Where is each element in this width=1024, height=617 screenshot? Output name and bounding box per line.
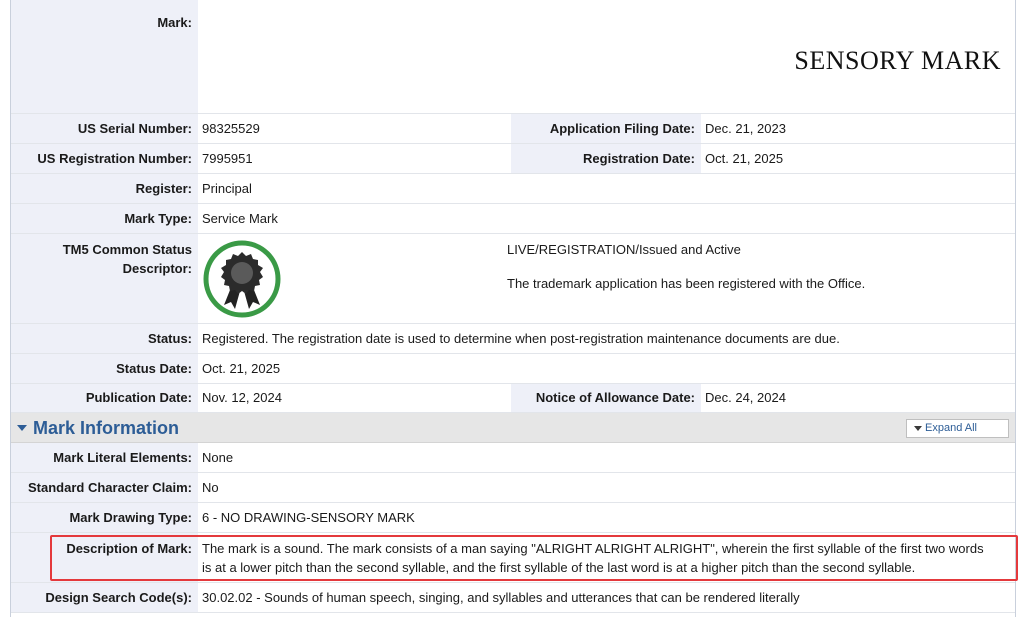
marktype-label: Mark Type:: [124, 211, 192, 226]
literal-elements-row: [11, 443, 1015, 473]
statusdate-value: Oct. 21, 2025: [202, 361, 281, 376]
tm5-row: [11, 234, 1015, 324]
literal-value: None: [202, 450, 234, 465]
standard-character-row: [11, 473, 1015, 503]
drawing-label-cell: [11, 503, 198, 532]
noa-value: Dec. 24, 2024: [705, 390, 786, 405]
description-line-1: The mark is a sound. The mark consists of a man saying "ALRIGHT ALRIGHT ALRIGHT", wherein the first syllable of the first two words: [202, 541, 984, 556]
mark-image-text: SENSORY MARK: [794, 46, 1001, 75]
description-row: [11, 533, 1015, 583]
regdate-label: Registration Date:: [583, 151, 695, 166]
mark-label: Mark:: [157, 15, 192, 30]
description-label: Description of Mark:: [66, 541, 192, 556]
regnum-label-cell: [11, 144, 198, 173]
tm5-status-line: LIVE/REGISTRATION/Issued and Active: [507, 242, 741, 257]
status-row: [11, 324, 1015, 354]
filing-label-cell: [511, 114, 701, 143]
pubdate-value: Nov. 12, 2024: [202, 390, 282, 405]
serial-label-cell: [11, 114, 198, 143]
statusdate-label-cell: [11, 354, 198, 383]
registered-ribbon-icon: [202, 239, 282, 319]
regnum-label: US Registration Number:: [37, 151, 192, 166]
noa-label-cell: [511, 384, 701, 412]
status-date-row: [11, 354, 1015, 384]
registration-row: [11, 144, 1015, 174]
design-label: Design Search Code(s):: [45, 590, 192, 605]
description-line-2: is at a lower pitch than the second syllable, and the first syllable of the last word is at a higher pitch than the second syllable.: [202, 560, 916, 575]
design-label-cell: [11, 583, 198, 612]
statusdate-label: Status Date:: [116, 361, 192, 376]
status-value: Registered. The registration date is used to determine when post-registration maintenance documents are due.: [202, 331, 840, 346]
filing-value: Dec. 21, 2023: [705, 121, 786, 136]
register-value: Principal: [202, 181, 252, 196]
drawing-label: Mark Drawing Type:: [69, 510, 192, 525]
section-title[interactable]: Mark Information: [33, 418, 180, 438]
mark-row: [11, 0, 1015, 114]
tm5-status-description: The trademark application has been registered with the Office.: [507, 276, 866, 291]
register-label: Register:: [135, 181, 192, 196]
mark-label-cell: [11, 0, 198, 113]
regdate-value: Oct. 21, 2025: [705, 151, 784, 166]
collapse-triangle-icon[interactable]: [17, 425, 27, 431]
mark-type-row: [11, 204, 1015, 234]
filing-label: Application Filing Date:: [549, 121, 695, 136]
literal-label: Mark Literal Elements:: [53, 450, 192, 465]
literal-label-cell: [11, 443, 198, 472]
stdchar-label-cell: [11, 473, 198, 502]
design-search-row: [11, 583, 1015, 613]
regnum-value: 7995951: [202, 151, 253, 166]
stdchar-value: No: [202, 480, 219, 495]
serial-label: US Serial Number:: [77, 121, 192, 136]
tm5-label-line1: TM5 Common Status: [62, 242, 192, 257]
serial-row: [11, 114, 1015, 144]
pubdate-label: Publication Date:: [85, 390, 192, 405]
status-label-cell: [11, 324, 198, 353]
expand-all-button[interactable]: [906, 419, 1009, 438]
design-value: 30.02.02 - Sounds of human speech, singing, and syllables and utterances that can be rendered literally: [202, 590, 800, 605]
frame-border-right: [1015, 0, 1016, 617]
expand-all-label: Expand All: [925, 422, 977, 434]
tm5-label-line2: Descriptor:: [122, 261, 192, 276]
tm5-label-cell: [11, 234, 198, 323]
drawing-value: 6 - NO DRAWING-SENSORY MARK: [202, 510, 415, 525]
status-label: Status:: [147, 331, 192, 346]
drawing-type-row: [11, 503, 1015, 533]
noa-label: Notice of Allowance Date:: [535, 390, 695, 405]
caret-down-icon: [914, 426, 922, 431]
pubdate-label-cell: [11, 384, 198, 412]
serial-value: 98325529: [202, 121, 260, 136]
description-label-cell: [11, 533, 198, 582]
stdchar-label: Standard Character Claim:: [28, 480, 192, 495]
marktype-value: Service Mark: [202, 211, 278, 226]
marktype-label-cell: [11, 204, 198, 233]
mark-information-section-header[interactable]: [11, 413, 1015, 443]
regdate-label-cell: [511, 144, 701, 173]
register-row: [11, 174, 1015, 204]
register-label-cell: [11, 174, 198, 203]
publication-row: [11, 384, 1015, 413]
